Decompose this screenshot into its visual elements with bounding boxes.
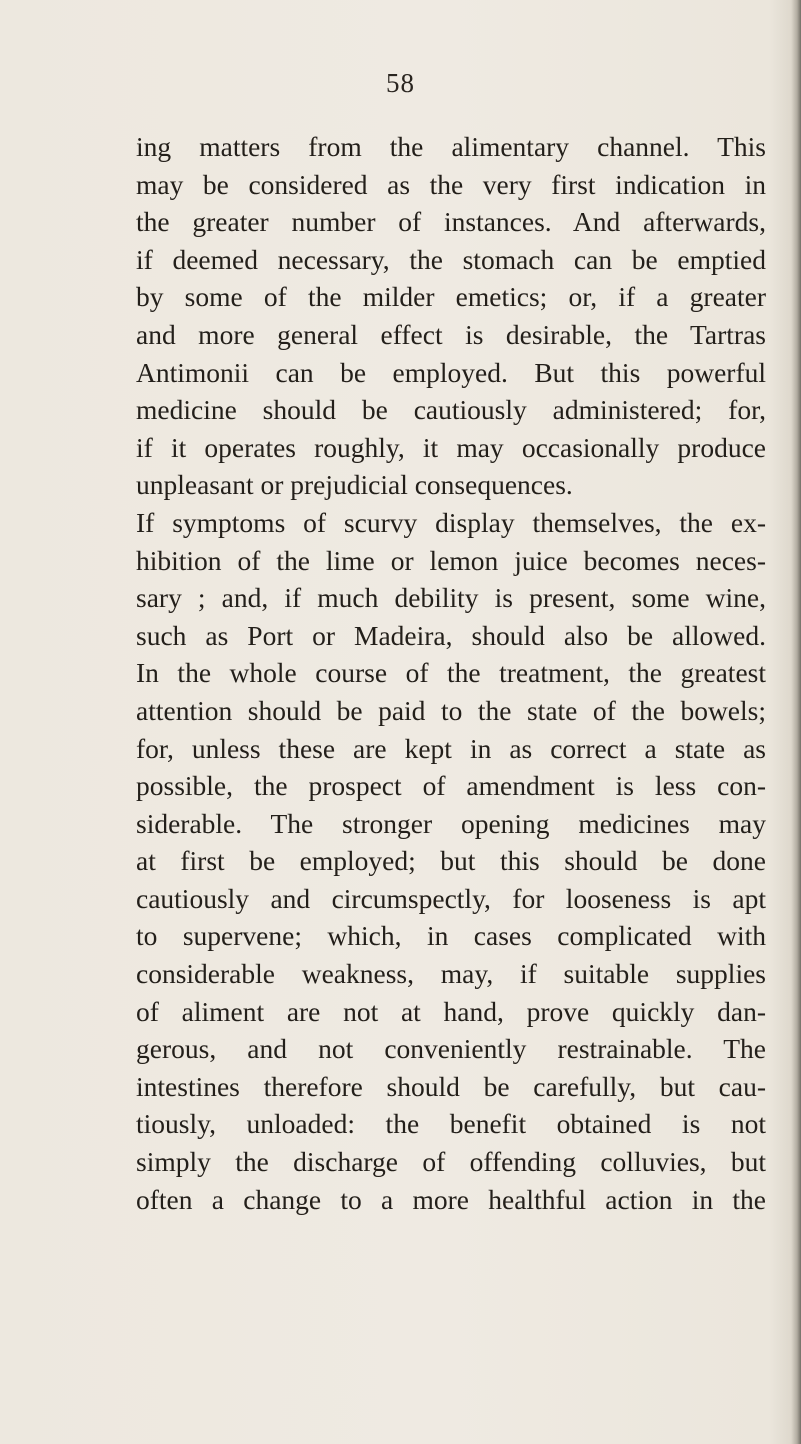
text-line: at first be employed; but this should be done	[136, 845, 766, 877]
text-line: tiously, unloaded: the benefit obtained is not	[136, 1108, 766, 1140]
text-line: simply the discharge of offending colluvies, but	[136, 1146, 766, 1178]
text-line: unpleasant or prejudicial consequences.	[136, 469, 573, 501]
text-line: for, unless these are kept in as correct a state as	[136, 732, 766, 764]
text-line: cautiously and circumspectly, for looseness is apt	[136, 882, 766, 914]
text-line: of aliment are not at hand, prove quickly dan-	[136, 995, 766, 1027]
text-line: ing matters from the alimentary channel. This	[136, 131, 766, 162]
text-line: if deemed necessary, the stomach can be emptied	[136, 243, 766, 275]
text-line: hibition of the lime or lemon juice becomes neces-	[136, 544, 766, 576]
text-line: may be considered as the very first indication in	[136, 168, 766, 200]
text-line: sary ; and, if much debility is present, some wine,	[136, 582, 766, 614]
text-line: such as Port or Madeira, should also be allowed.	[136, 619, 766, 651]
text-line: possible, the prospect of amendment is less con-	[136, 770, 766, 802]
text-line: medicine should be cautiously administered; for,	[136, 394, 766, 426]
text-line: intestines therefore should be carefully, but cau-	[136, 1070, 766, 1102]
text-line: the greater number of instances. And afterwards,	[136, 206, 766, 238]
page-number: 58	[386, 68, 415, 98]
page-edge-shadow	[791, 0, 801, 1444]
text-line: and more general effect is desirable, the Tartras	[136, 318, 766, 350]
text-line: to supervene; which, in cases complicated with	[136, 920, 766, 952]
body-text	[136, 128, 766, 1218]
text-line: considerable weakness, may, if suitable supplies	[136, 958, 766, 990]
text-line: often a change to a more healthful action in the	[136, 1183, 766, 1215]
text-line: Antimonii can be employed. But this powerful	[136, 356, 766, 388]
text-line: siderable. The stronger opening medicines may	[136, 807, 766, 839]
text-line: if it operates roughly, it may occasionally produce	[136, 431, 766, 463]
text-line: If symptoms of scurvy display themselves, the ex-	[136, 506, 766, 538]
text-line: attention should be paid to the state of the bowels;	[136, 694, 766, 726]
text-line: by some of the milder emetics; or, if a greater	[136, 281, 766, 313]
text-line: gerous, and not conveniently restrainable. The	[136, 1033, 766, 1065]
text-line: In the whole course of the treatment, the greatest	[136, 657, 766, 689]
